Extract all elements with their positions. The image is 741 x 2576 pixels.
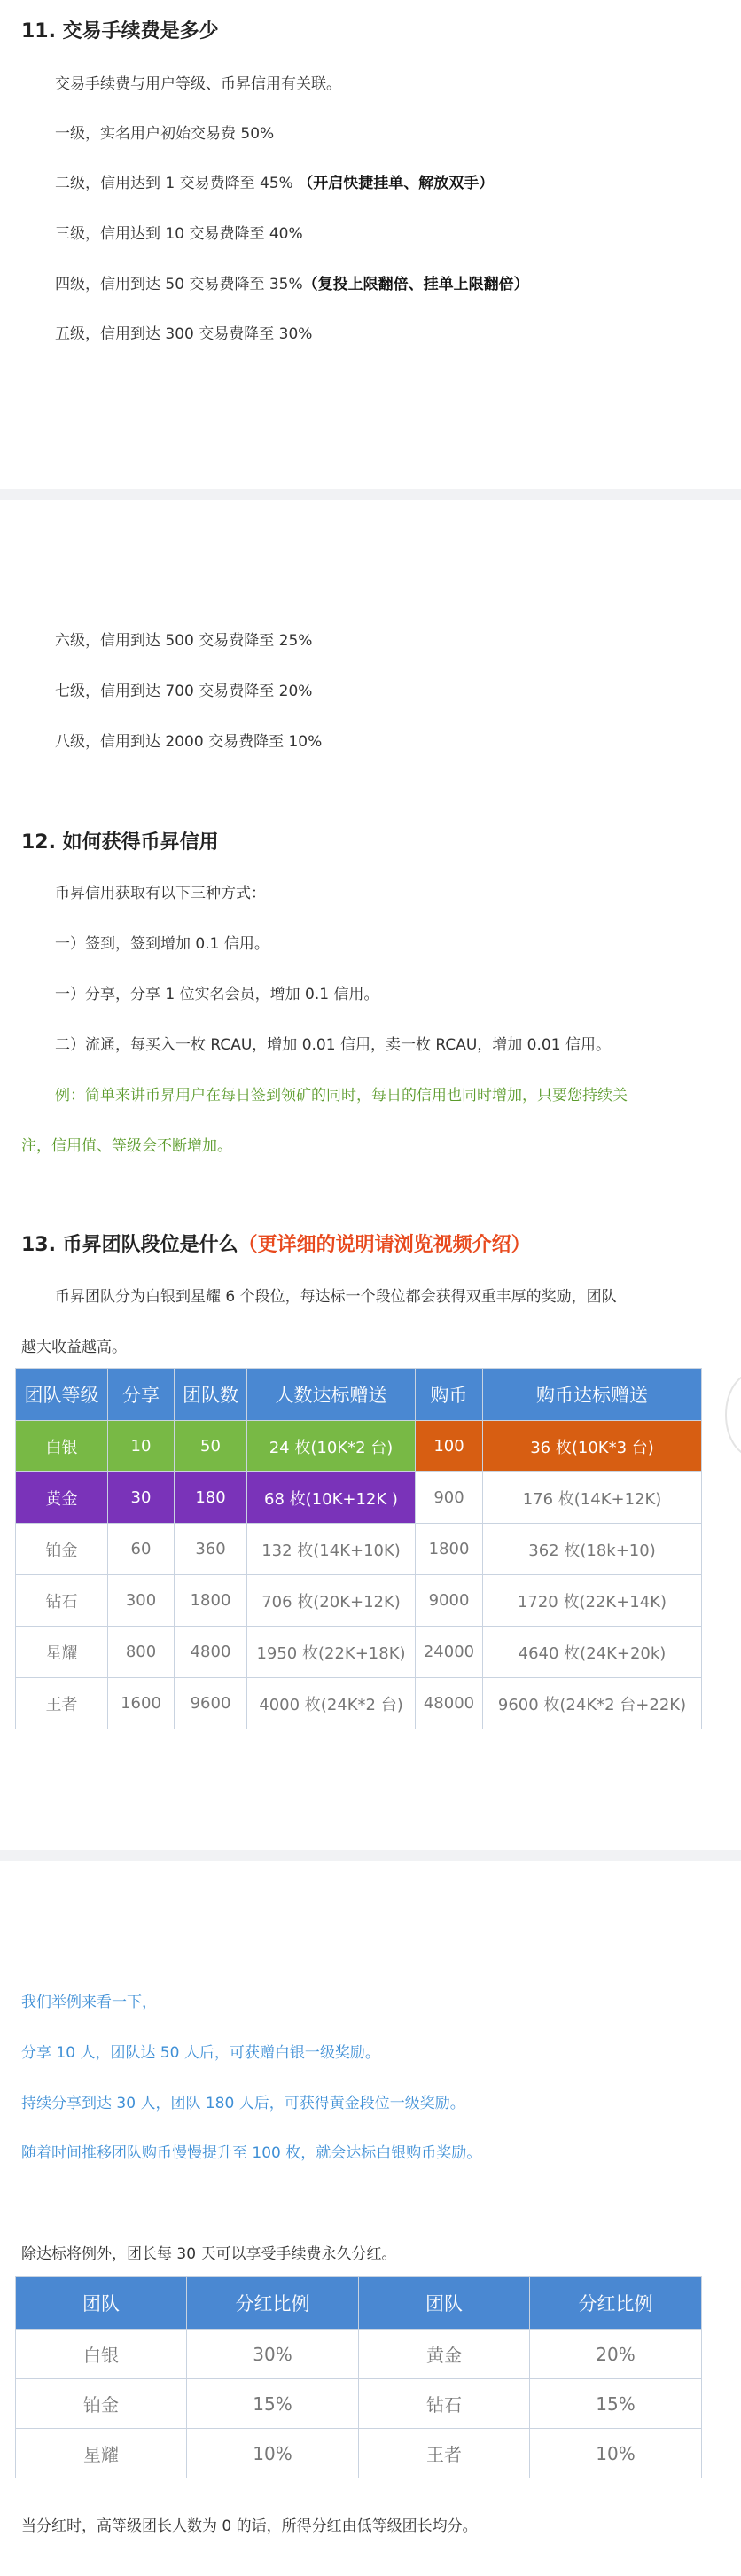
- table-cell: 黄金: [16, 1472, 108, 1524]
- table-cell: 星耀: [16, 2429, 187, 2478]
- table-cell: 900: [416, 1472, 483, 1524]
- team-example-line-4: 随着时间推移团队购币慢慢提升至 100 枚，就会达标白银购币奖励。: [21, 2144, 482, 2162]
- section-13-title-note: （更详细的说明请浏览视频介绍）: [238, 1234, 531, 1256]
- table-cell: 300: [108, 1575, 175, 1627]
- table-cell: 9600: [175, 1678, 247, 1729]
- table-cell: 1720 枚(22K+14K): [483, 1575, 702, 1627]
- table-cell: 24000: [416, 1627, 483, 1678]
- credit-example-line-1: 例：简单来讲币昇用户在每日签到领矿的同时，每日的信用也同时增加，只要您持续关: [55, 1087, 628, 1105]
- fee-level-text: 四级，信用到达 50 交易费降至 35%: [55, 276, 303, 293]
- table-row: [16, 2330, 702, 2379]
- table-header-cell: 分红比例: [187, 2277, 359, 2330]
- table-cell: 1600: [108, 1678, 175, 1729]
- section-13-title: [21, 1229, 531, 1257]
- fee-level-7: 七级，信用到达 700 交易费降至 20%: [55, 683, 313, 700]
- table-cell: 800: [108, 1627, 175, 1678]
- team-example-line-2: 分享 10 人，团队达 50 人后，可获赠白银一级奖励。: [21, 2044, 380, 2062]
- table-header-cell: 团队数: [175, 1369, 247, 1421]
- table-cell: 10%: [187, 2429, 359, 2478]
- table-cell: 4800: [175, 1627, 247, 1678]
- table-cell: 68 枚(10K+12K ): [247, 1472, 416, 1524]
- table-row: [16, 1575, 702, 1627]
- table-cell: 132 枚(14K+10K): [247, 1524, 416, 1575]
- fee-level-note: （复投上限翻倍、挂单上限翻倍）: [302, 276, 529, 293]
- table-row: [16, 1627, 702, 1678]
- table-cell: 4000 枚(24K*2 台): [247, 1678, 416, 1729]
- table-cell: 30: [108, 1472, 175, 1524]
- dividend-footer: 当分红时，高等级团长人数为 0 的话，所得分红由低等级团长均分。: [21, 2517, 478, 2535]
- table-header-cell: 团队: [359, 2277, 530, 2330]
- section-11-title: 11. 交易手续费是多少: [21, 20, 219, 43]
- table-cell: 30%: [187, 2330, 359, 2379]
- table-row: [16, 1678, 702, 1729]
- table-cell: 钻石: [16, 1575, 108, 1627]
- section-13-title-text: 13. 币昇团队段位是什么: [21, 1234, 238, 1256]
- table-row: [16, 1472, 702, 1524]
- table-cell: 白银: [16, 2330, 187, 2379]
- table-cell: 60: [108, 1524, 175, 1575]
- table-row: [16, 2429, 702, 2478]
- table-cell: 王者: [359, 2429, 530, 2478]
- fee-level-6: 六级，信用到达 500 交易费降至 25%: [55, 632, 313, 650]
- section-12-title: 12. 如何获得币昇信用: [21, 831, 219, 854]
- section-divider: [0, 1850, 741, 1861]
- table-row: [16, 1421, 702, 1472]
- table-cell: 9000: [416, 1575, 483, 1627]
- table-header-cell: 购币达标赠送: [483, 1369, 702, 1421]
- section-12-intro: 币昇信用获取有以下三种方式：: [55, 885, 266, 902]
- table-cell: 4640 枚(24K+20k): [483, 1627, 702, 1678]
- table-header-cell: 团队等级: [16, 1369, 108, 1421]
- dividend-intro: 除达标将例外，团长每 30 天可以享受手续费永久分红。: [21, 2245, 397, 2263]
- fee-level-text: 一级，实名用户初始交易费 50%: [55, 125, 275, 143]
- section-11-intro: 交易手续费与用户等级、币昇信用有关联。: [55, 75, 341, 93]
- table-cell: 20%: [530, 2330, 702, 2379]
- table-cell: 10: [108, 1421, 175, 1472]
- table-row: [16, 1524, 702, 1575]
- section-13-intro-line-2: 越大收益越高。: [21, 1339, 127, 1356]
- fee-level-3: [55, 221, 303, 243]
- section-divider: [0, 489, 741, 500]
- table-cell: 星耀: [16, 1627, 108, 1678]
- table-cell: 24 枚(10K*2 台): [247, 1421, 416, 1472]
- table-header-cell: 购币: [416, 1369, 483, 1421]
- table-cell: 1800: [416, 1524, 483, 1575]
- table-cell: 1950 枚(22K+18K): [247, 1627, 416, 1678]
- table-cell: 铂金: [16, 1524, 108, 1575]
- section-13-intro-line-1: 币昇团队分为白银到星耀 6 个段位，每达标一个段位都会获得双重丰厚的奖励，团队: [55, 1288, 617, 1306]
- team-example-line-1: 我们举例来看一下，: [21, 1994, 157, 2011]
- table-cell: 48000: [416, 1678, 483, 1729]
- table-header-cell: 分享: [108, 1369, 175, 1421]
- credit-way-3: 二）流通，每买入一枚 RCAU，增加 0.01 信用，卖一枚 RCAU，增加 0.01 信用。: [55, 1036, 611, 1054]
- table-cell: 1800: [175, 1575, 247, 1627]
- fee-level-4: [55, 271, 529, 293]
- table-cell: 180: [175, 1472, 247, 1524]
- fee-level-8: 八级，信用到达 2000 交易费降至 10%: [55, 733, 323, 751]
- table-cell: 10%: [530, 2429, 702, 2478]
- table-cell: 王者: [16, 1678, 108, 1729]
- table-cell: 15%: [187, 2379, 359, 2429]
- credit-way-1: 一）签到，签到增加 0.1 信用。: [55, 935, 269, 953]
- fee-level-note: （开启快捷挂单、解放双手）: [298, 175, 495, 192]
- table-cell: 15%: [530, 2379, 702, 2429]
- table-cell: 白银: [16, 1421, 108, 1472]
- team-rank-table: [15, 1368, 702, 1729]
- table-cell: 360: [175, 1524, 247, 1575]
- table-cell: 362 枚(18k+10): [483, 1524, 702, 1575]
- fee-level-2: [55, 170, 494, 192]
- table-header-cell: 团队: [16, 2277, 187, 2330]
- dividend-table: [15, 2276, 702, 2478]
- table-cell: 36 枚(10K*3 台): [483, 1421, 702, 1472]
- fee-level-text: 二级，信用达到 1 交易费降至 45%: [55, 175, 299, 192]
- table-header-row: [16, 2277, 702, 2330]
- fee-level-5: [55, 321, 312, 343]
- table-cell: 铂金: [16, 2379, 187, 2429]
- table-cell: 50: [175, 1421, 247, 1472]
- table-cell: 黄金: [359, 2330, 530, 2379]
- table-cell: 100: [416, 1421, 483, 1472]
- table-row: [16, 2379, 702, 2429]
- table-header-row: [16, 1369, 702, 1421]
- fee-level-1: [55, 121, 274, 143]
- table-cell: 706 枚(20K+12K): [247, 1575, 416, 1627]
- credit-example-line-2: 注，信用值、等级会不断增加。: [21, 1137, 232, 1155]
- edge-decoration: [725, 1372, 741, 1457]
- fee-level-text: 五级，信用到达 300 交易费降至 30%: [55, 325, 313, 343]
- fee-level-text: 三级，信用达到 10 交易费降至 40%: [55, 225, 303, 243]
- table-cell: 176 枚(14K+12K): [483, 1472, 702, 1524]
- table-cell: 钻石: [359, 2379, 530, 2429]
- table-header-cell: 分红比例: [530, 2277, 702, 2330]
- table-header-cell: 人数达标赠送: [247, 1369, 416, 1421]
- credit-way-2: 一）分享，分享 1 位实名会员，增加 0.1 信用。: [55, 986, 379, 1003]
- team-example-line-3: 持续分享到达 30 人，团队 180 人后，可获得黄金段位一级奖励。: [21, 2095, 465, 2112]
- table-cell: 9600 枚(24K*2 台+22K): [483, 1678, 702, 1729]
